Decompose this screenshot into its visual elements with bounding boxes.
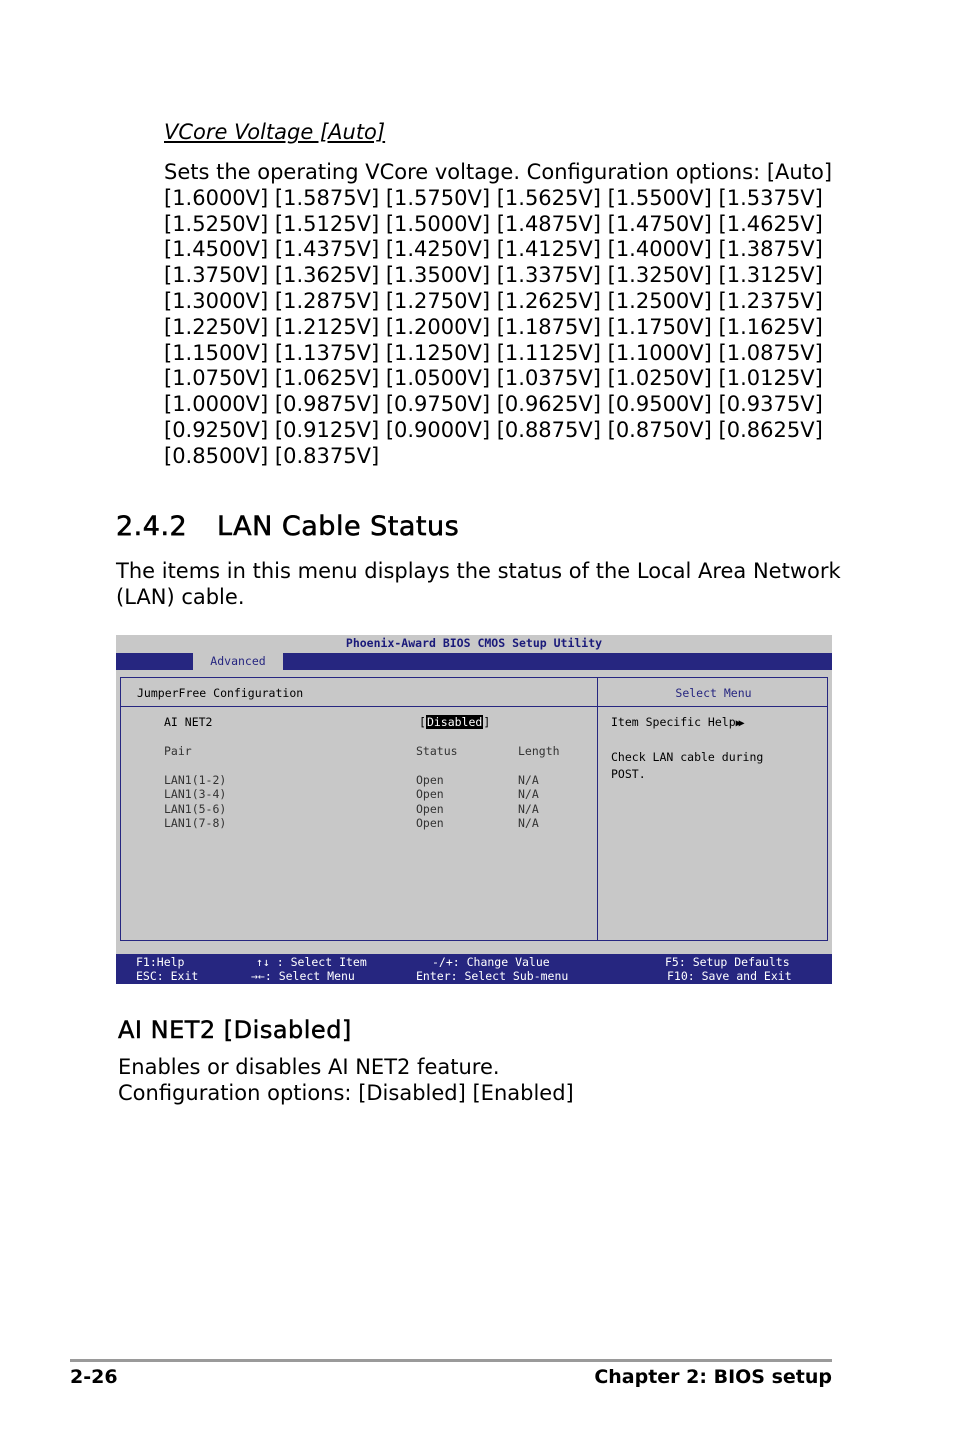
footer-rule <box>70 1359 832 1362</box>
bios-title: Phoenix-Award BIOS CMOS Setup Utility <box>116 635 832 653</box>
ai-net2-desc-line: Configuration options: [Disabled] [Enabled] <box>118 1081 574 1105</box>
bios-left-title: JumperFree Configuration <box>137 686 304 700</box>
key-select-item: ↑↓ : Select Item <box>256 955 367 969</box>
bios-right-title: Select Menu <box>675 686 752 700</box>
double-arrow-right-icon: ▶▶ <box>735 718 742 729</box>
vcore-line: [1.4500V] [1.4375V] [1.4250V] [1.4125V] [1.4000V] [1.3875V] <box>164 237 823 262</box>
key-select-menu: →←: Select Menu <box>251 969 355 983</box>
length-cell: N/A <box>518 802 539 816</box>
pair-cell: LAN1(7-8) <box>164 816 227 830</box>
status-cell: Open <box>416 773 444 787</box>
ai-net2-value[interactable]: [Disabled] <box>419 715 491 729</box>
vcore-line: [1.2250V] [1.2125V] [1.2000V] [1.1875V] [1.1750V] [1.1625V] <box>164 314 823 339</box>
key-enter-submenu: Enter: Select Sub-menu <box>416 969 569 983</box>
bios-key-legend <box>116 954 832 984</box>
vcore-line: [1.3000V] [1.2875V] [1.2750V] [1.2625V] [1.2500V] [1.2375V] <box>164 288 823 313</box>
ai-net2-heading: AI NET2 [Disabled] <box>118 1016 352 1044</box>
vcore-line: [1.6000V] [1.5875V] [1.5750V] [1.5625V] [1.5500V] [1.5375V] <box>164 185 823 210</box>
help-text-line: POST. <box>611 767 646 781</box>
vcore-line: [1.3750V] [1.3625V] [1.3500V] [1.3375V] [1.3250V] [1.3125V] <box>164 263 823 288</box>
key-f1-help: F1:Help <box>136 955 185 969</box>
vcore-line: [0.9250V] [0.9125V] [0.9000V] [0.8875V] [0.8750V] [0.8625V] <box>164 417 823 442</box>
help-title-text: Item Specific Help <box>611 715 736 729</box>
chapter-title: Chapter 2: BIOS setup <box>594 1366 832 1388</box>
pair-cell: LAN1(1-2) <box>164 773 227 787</box>
status-cell: Open <box>416 816 444 830</box>
length-cell: N/A <box>518 816 539 830</box>
pair-cell: LAN1(5-6) <box>164 802 227 816</box>
ai-net2-label[interactable]: AI NET2 <box>164 715 213 729</box>
section-heading <box>116 511 459 542</box>
ai-net2-desc-line: Enables or disables AI NET2 feature. <box>118 1055 500 1079</box>
key-change-value: -/+: Change Value <box>432 955 550 969</box>
column-pair: Pair <box>164 744 192 758</box>
tab-advanced[interactable]: Advanced <box>193 653 283 670</box>
column-status: Status <box>416 744 458 758</box>
bios-panel <box>120 677 828 941</box>
key-f10-save-exit: F10: Save and Exit <box>667 969 792 983</box>
ai-net2-selected-value[interactable]: Disabled <box>426 715 483 729</box>
help-text-line: Check LAN cable during <box>611 750 764 764</box>
vcore-voltage-description <box>164 160 833 470</box>
length-cell: N/A <box>518 787 539 801</box>
section-title: LAN Cable Status <box>217 511 460 542</box>
status-cell: Open <box>416 802 444 816</box>
vcore-line: Sets the operating VCore voltage. Configuration options: [Auto] <box>164 160 833 184</box>
ai-net2-description <box>118 1054 574 1106</box>
vcore-line: [1.1500V] [1.1375V] [1.1250V] [1.1125V] [1.1000V] [1.0875V] <box>164 340 823 365</box>
length-cell: N/A <box>518 773 539 787</box>
section-intro: The items in this menu displays the status of the Local Area Network (LAN) cable. <box>116 559 841 609</box>
bios-menubar <box>116 653 832 670</box>
vcore-line: [1.5250V] [1.5125V] [1.5000V] [1.4875V] [1.4750V] [1.4625V] <box>164 211 823 236</box>
help-title <box>611 715 742 729</box>
page-number: 2-26 <box>70 1366 118 1388</box>
column-length: Length <box>518 744 560 758</box>
bios-screenshot <box>116 635 832 984</box>
key-esc-exit: ESC: Exit <box>136 969 199 983</box>
vcore-line: [1.0750V] [1.0625V] [1.0500V] [1.0375V] [1.0250V] [1.0125V] <box>164 366 823 391</box>
vcore-line: [0.8500V] [0.8375V] <box>164 443 380 468</box>
status-cell: Open <box>416 787 444 801</box>
key-f5-defaults: F5: Setup Defaults <box>665 955 790 969</box>
section-number: 2.4.2 <box>116 511 188 542</box>
vcore-voltage-title: VCore Voltage [Auto] <box>164 120 386 144</box>
vcore-line: [1.0000V] [0.9875V] [0.9750V] [0.9625V] [0.9500V] [0.9375V] <box>164 392 823 417</box>
bios-panel-divider <box>597 678 598 940</box>
pair-cell: LAN1(3-4) <box>164 787 227 801</box>
